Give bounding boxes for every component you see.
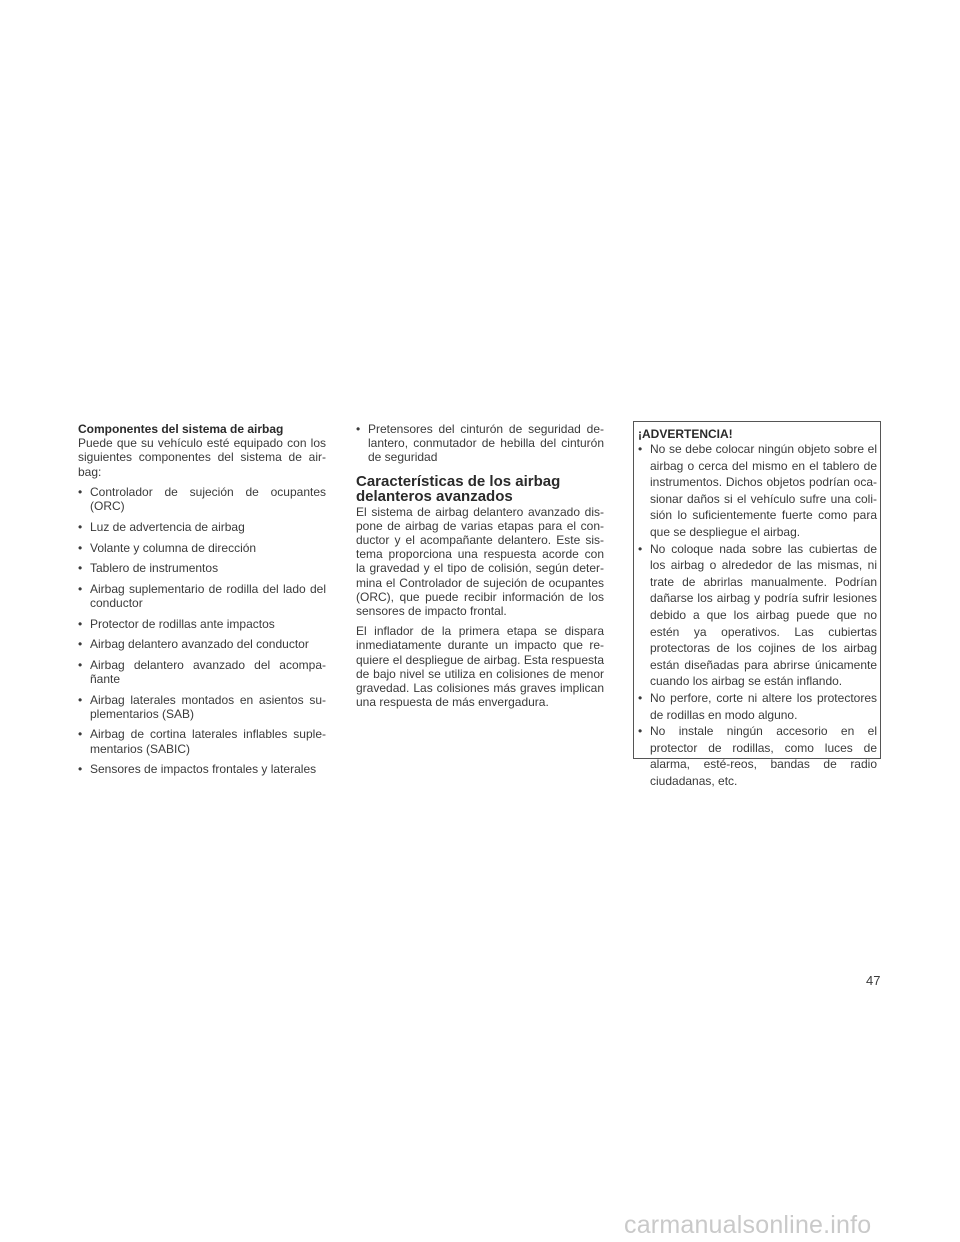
middle-column bbox=[356, 422, 604, 715]
left-column bbox=[78, 422, 326, 776]
body-paragraph: El inflador de la primera etapa se dispara inmediatamente durante un impacto que re-quiere el despliegue de airbag. Esta respuesta de bajo nivel se utiliza en colisiones de menor gravedad. Las colisiones más graves implican una respuesta de más envergadura. bbox=[356, 624, 604, 710]
warning-title: ¡ADVERTENCIA! bbox=[638, 427, 733, 441]
list-item: • Tablero de instrumentos bbox=[78, 561, 219, 576]
components-intro: Puede que su vehículo esté equipado con los siguientes componentes del sistema de air-bag: bbox=[78, 436, 326, 479]
list-item: • Airbag delantero avanzado del acompa-ñante bbox=[78, 657, 326, 686]
list-item: • No instale ningún accesorio en el protector de rodillas, como luces de alarma, esté-reos, bandas de radio ciudadanas, etc. bbox=[638, 724, 877, 788]
list-item: • No perfore, corte ni altere los protectores de rodillas en modo alguno. bbox=[638, 690, 877, 722]
list-item: • Sensores de impactos frontales y laterales bbox=[78, 762, 317, 777]
section-heading: Características de los airbag delanteros avanzados bbox=[356, 472, 561, 505]
page-number: 47 bbox=[866, 973, 881, 988]
list-item: • Luz de advertencia de airbag bbox=[78, 520, 245, 534]
components-list-continued bbox=[356, 422, 604, 465]
list-item: • No coloque nada sobre las cubiertas de los airbag o alrededor de las mismas, ni trate de abrirlas manualmente. Podrían dañarse los airbag y podría sufrir lesiones debido a que los airbag puede que no estén ya operativos. Las cubiertas protectoras de los cojines de los airbag están diseñadas para abrirse únicamente cuando los airbag se están inflando. bbox=[638, 541, 877, 689]
list-item: • Airbag suplementario de rodilla del lado del conductor bbox=[78, 581, 326, 610]
components-subheading: Componentes del sistema de airbag bbox=[78, 422, 284, 436]
right-column bbox=[633, 421, 881, 788]
components-list bbox=[78, 485, 326, 776]
body-paragraph: El sistema de airbag delantero avanzado dis-pone de airbag de varias etapas para el con-ductor y el acompañante delantero. Este sis-tema proporciona una respuesta acorde con la gravedad y el tipo de colisión, según deter-mina el Controlador de sujeción de ocupantes (ORC), que puede recibir información de los sensores de impacto frontal. bbox=[356, 504, 604, 619]
list-item: • Pretensores del cinturón de seguridad de-lantero, conmutador de hebilla del cinturón de seguridad bbox=[356, 422, 604, 465]
list-item: • Volante y columna de dirección bbox=[78, 540, 257, 555]
warning-box bbox=[633, 421, 881, 788]
list-item: • Controlador de sujeción de ocupantes (ORC) bbox=[78, 485, 326, 514]
list-item: • Airbag de cortina laterales inflables suple-mentarios (SABIC) bbox=[78, 727, 326, 756]
list-item: • Airbag laterales montados en asientos su-plementarios (SAB) bbox=[78, 692, 326, 721]
list-item: • Airbag delantero avanzado del conductor bbox=[78, 637, 309, 652]
watermark[interactable]: carmanualsonline.info bbox=[624, 1211, 872, 1239]
warning-list bbox=[638, 441, 877, 789]
list-item: • Protector de rodillas ante impactos bbox=[78, 616, 275, 631]
list-item: • No se debe colocar ningún objeto sobre el airbag o cerca del mismo en el tablero de instrumentos. Dichos objetos podrían oca-sionar daños si el vehículo sufre una coli-sión lo suficientemente fuerte como para que se despliegue el airbag. bbox=[638, 442, 877, 539]
